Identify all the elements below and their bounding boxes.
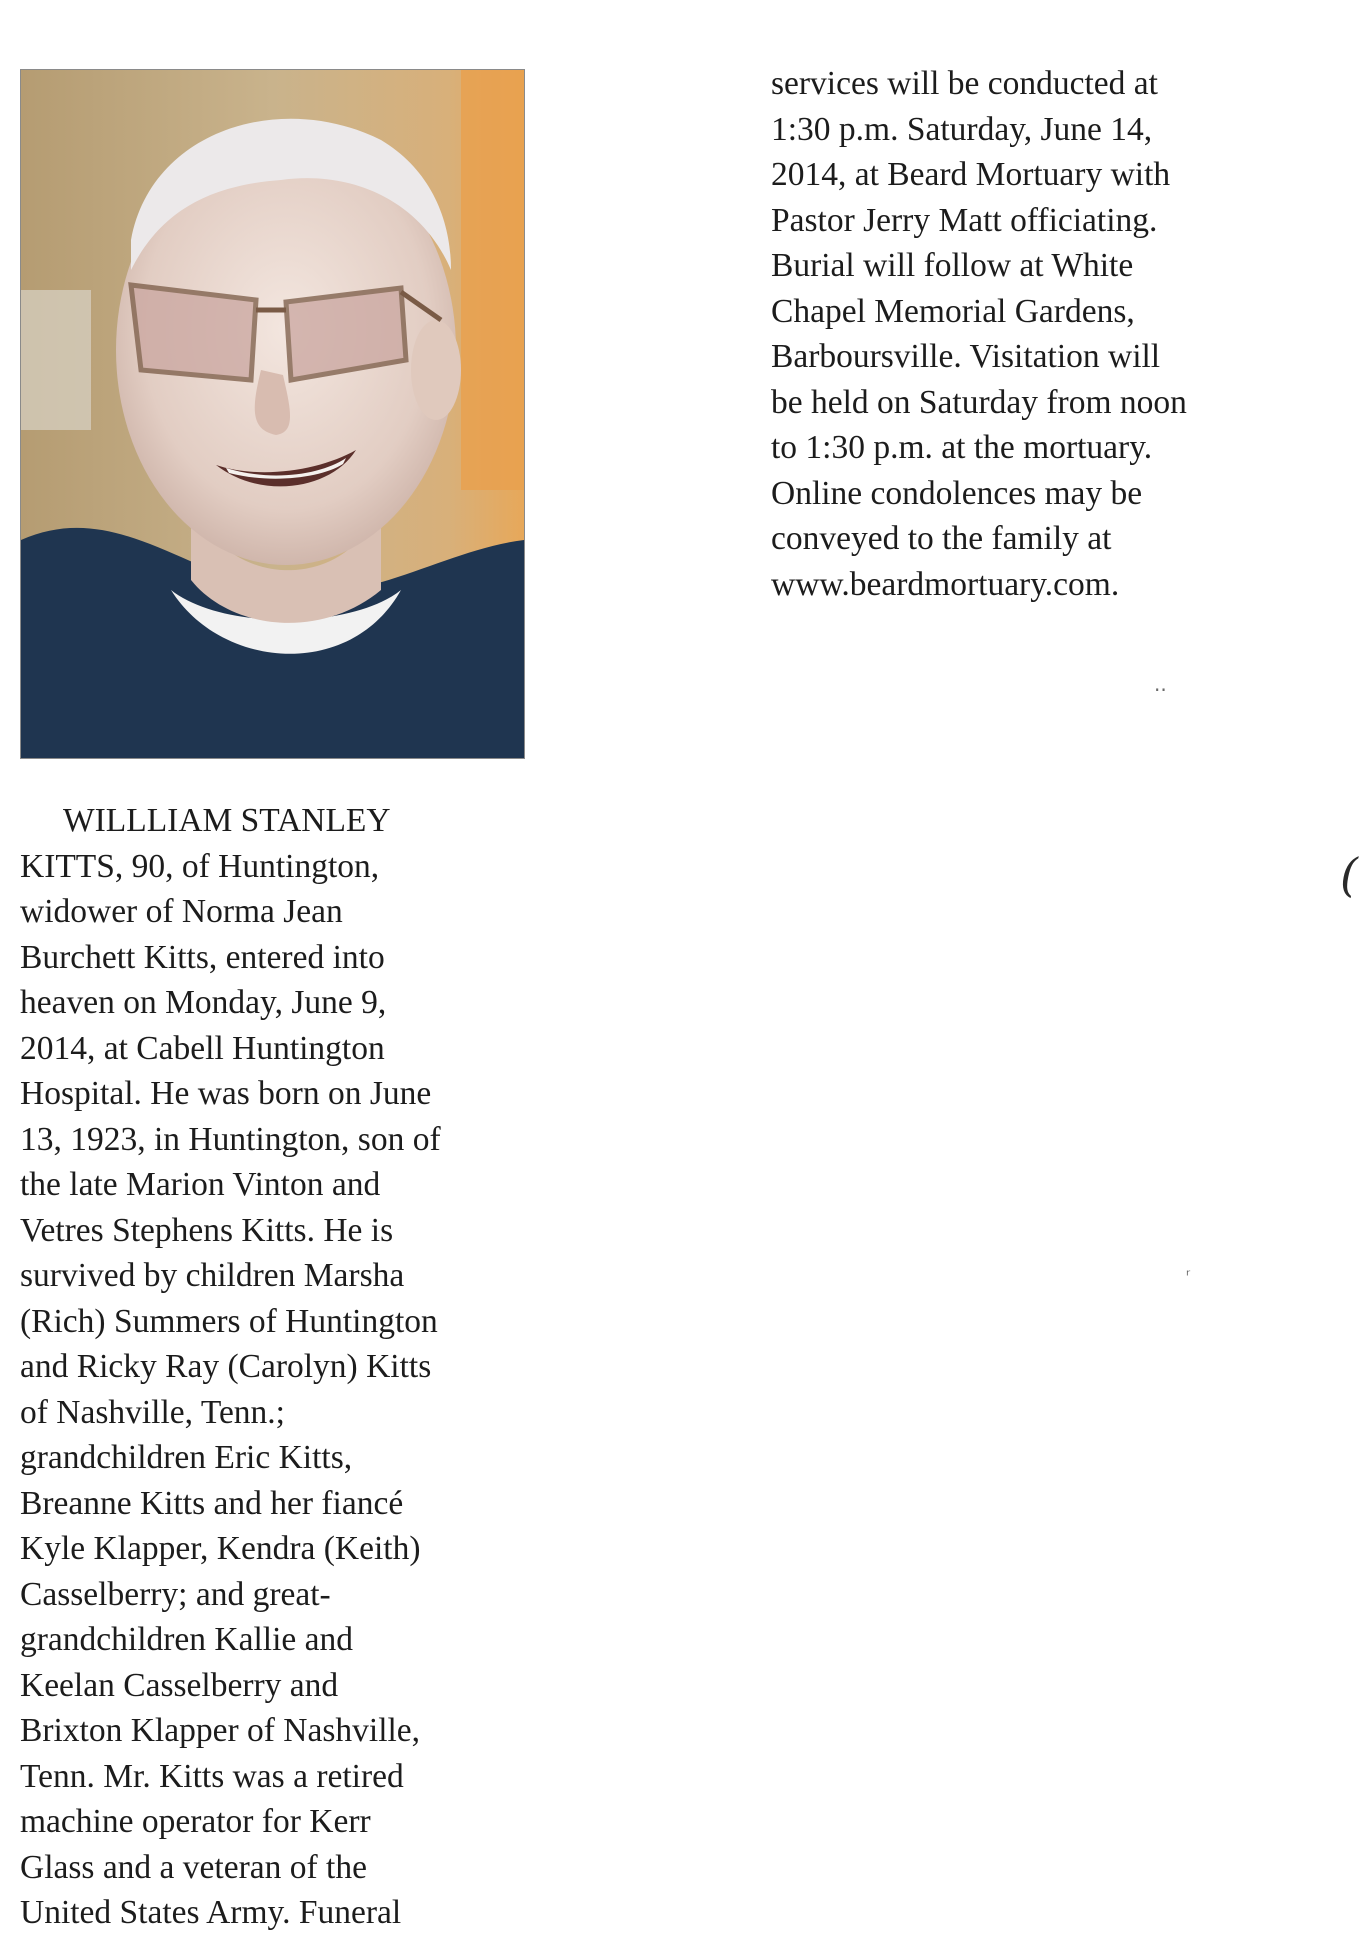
- obituary-line: survived by children Marsha: [20, 1257, 405, 1294]
- obituary-line: the late Marion Vinton and: [20, 1166, 381, 1203]
- margin-paren-mark: (: [1340, 848, 1358, 902]
- obituary-line: 1:30 p.m. Saturday, June 14,: [771, 110, 1153, 148]
- obituary-column-right: [771, 61, 1187, 607]
- obituary-line: Casselberry; and great-: [20, 1575, 331, 1613]
- obituary-line: Chapel Memorial Gardens,: [771, 292, 1135, 330]
- obituary-line: Brixton Klapper of Nashville,: [20, 1712, 421, 1749]
- obituary-line: Pastor Jerry Matt officiating.: [771, 201, 1158, 239]
- obituary-line: conveyed to the family at: [771, 520, 1112, 557]
- scan-speck: ··: [1154, 678, 1167, 702]
- obituary-line: to 1:30 p.m. at the mortuary.: [771, 429, 1153, 466]
- obituary-line: Online condolences may be: [771, 474, 1143, 512]
- portrait-photo: [20, 69, 525, 759]
- portrait-illustration: [21, 70, 524, 758]
- obituary-line: of Nashville, Tenn.;: [20, 1393, 285, 1431]
- obituary-line: Burial will follow at White: [771, 247, 1134, 284]
- obituary-line: and Ricky Ray (Carolyn) Kitts: [20, 1348, 432, 1385]
- obituary-line: Kyle Klapper, Kendra (Keith): [20, 1530, 421, 1567]
- obituary-line: Tenn. Mr. Kitts was a retired: [20, 1757, 404, 1795]
- obituary-column-left: [20, 798, 441, 1936]
- obituary-line: machine operator for Kerr: [20, 1803, 371, 1840]
- obituary-line: Barboursville. Visitation will: [771, 338, 1161, 375]
- obituary-line: (Rich) Summers of Huntington: [20, 1302, 438, 1340]
- obituary-line: widower of Norma Jean: [20, 893, 343, 930]
- obituary-line: be held on Saturday from noon: [771, 383, 1187, 421]
- obituary-line: 13, 1923, in Huntington, son of: [20, 1120, 441, 1158]
- obituary-line: Hospital. He was born on June: [20, 1075, 432, 1112]
- obituary-line: United States Army. Funeral: [20, 1894, 402, 1931]
- obituary-line: 2014, at Beard Mortuary with: [771, 156, 1171, 193]
- obituary-line: KITTS, 90, of Huntington,: [20, 847, 380, 885]
- obituary-line: Breanne Kitts and her fiancé: [20, 1484, 404, 1522]
- obituary-line: Keelan Casselberry and: [20, 1666, 339, 1704]
- obituary-line: grandchildren Eric Kitts,: [20, 1439, 353, 1476]
- obituary-line: WILLLIAM STANLEY: [63, 802, 391, 839]
- obituary-line: Glass and a veteran of the: [20, 1848, 367, 1886]
- obituary-line: services will be conducted at: [771, 65, 1158, 102]
- obituary-line: Burchett Kitts, entered into: [20, 938, 385, 976]
- obituary-line: heaven on Monday, June 9,: [20, 984, 387, 1021]
- obituary-line: grandchildren Kallie and: [20, 1621, 354, 1658]
- obituary-line: 2014, at Cabell Huntington: [20, 1029, 385, 1067]
- obituary-line: Vetres Stephens Kitts. He is: [20, 1211, 394, 1249]
- obituary-line: www.beardmortuary.com.: [771, 565, 1120, 603]
- scan-speck: ʳ: [1186, 1266, 1191, 1285]
